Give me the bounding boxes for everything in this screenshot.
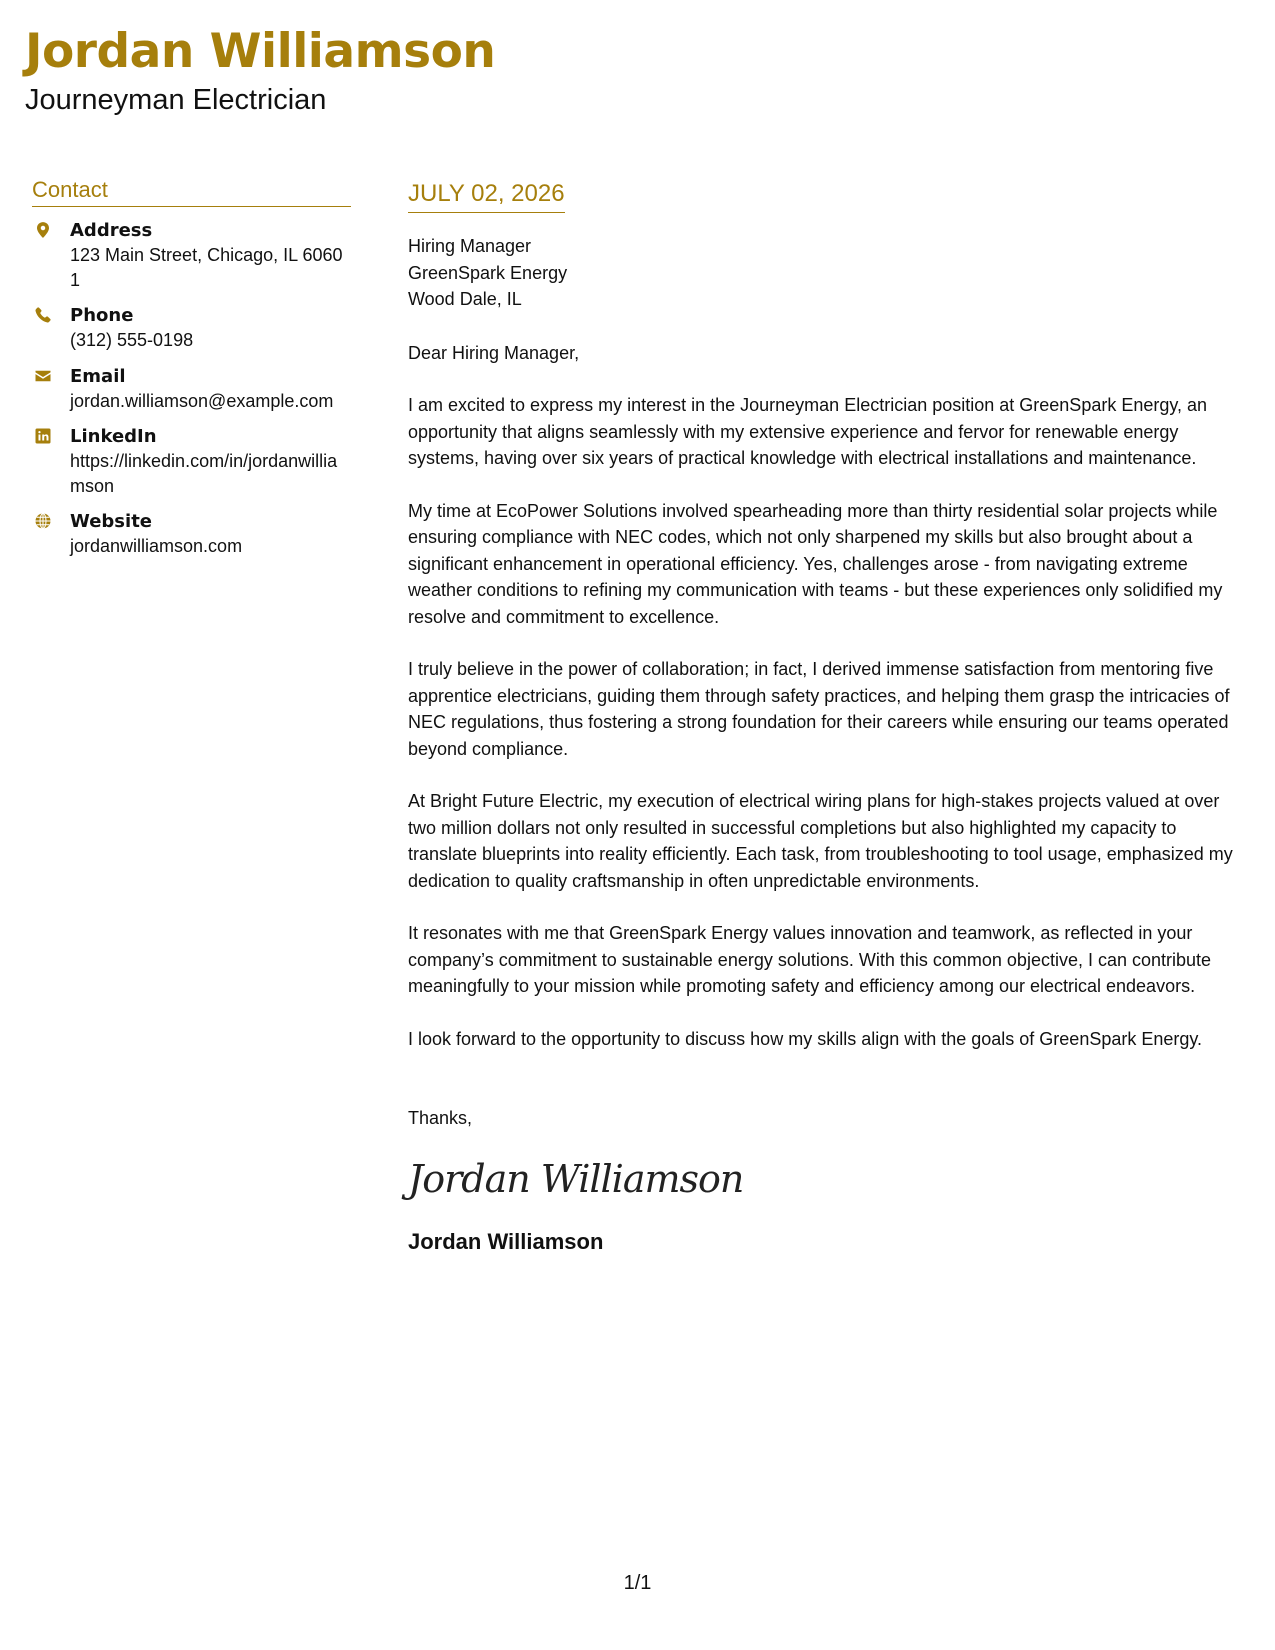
contact-item-phone	[32, 304, 351, 353]
website-value: jordanwilliamson.com	[70, 536, 243, 556]
contact-label: Address	[70, 220, 153, 241]
signer-name: Jordan Williamson	[408, 1228, 604, 1254]
linkedin-value: https://linkedin.com/in/jordanwilliamson	[70, 451, 338, 496]
recipient-company: GreenSpark Energy	[408, 262, 568, 283]
phone-value: (312) 555-0198	[70, 330, 194, 350]
letter-date: JULY 02, 2026	[408, 178, 565, 213]
contact-label: Email	[70, 365, 126, 387]
contact-label: Phone	[70, 305, 134, 326]
envelope-icon	[32, 365, 70, 414]
recipient-name: Hiring Manager	[408, 236, 532, 256]
paragraph: At Bright Future Electric, my execution of electrical wiring plans for high-stakes projects valued at over two million dollars not only resulted in successful completions but also highlighted my capacity to translate blueprints into reality efficiently. Each task, from troubleshooting to tool usage, emphasized my dedication to quality craftsmanship in often unpredictable environments.	[408, 791, 1233, 891]
phone-icon	[32, 304, 70, 353]
linkedin-icon	[32, 425, 70, 498]
handwritten-signature: Jordan Williamson	[408, 1156, 744, 1201]
letter-header	[25, 22, 495, 118]
letter-body	[408, 178, 1248, 1256]
applicant-name: Jordan Williamson	[25, 24, 496, 79]
applicant-title: Journeyman Electrician	[25, 84, 327, 116]
email-value: jordan.williamson@example.com	[70, 390, 334, 411]
recipient-block	[408, 233, 1248, 313]
recipient-location: Wood Dale, IL	[408, 289, 522, 309]
globe-icon	[32, 510, 70, 559]
salutation: Dear Hiring Manager,	[408, 342, 580, 363]
address-value: 123 Main Street, Chicago, IL 60601	[70, 245, 343, 290]
page-number: 1/1	[623, 1572, 652, 1594]
contact-item-website	[32, 510, 351, 559]
contact-item-address	[32, 219, 351, 292]
contact-item-linkedin	[32, 425, 351, 498]
contact-heading: Contact	[32, 176, 351, 207]
contact-label: Website	[70, 511, 153, 532]
contact-sidebar	[32, 176, 351, 571]
paragraph: I truly believe in the power of collaboration; in fact, I derived immense satisfaction from mentoring five apprentice electricians, guiding them through safety practices, and helping them grasp the intricacies of NEC regulations, thus fostering a strong foundation for their careers while ensuring our teams operated beyond compliance.	[408, 659, 1230, 759]
paragraph: My time at EcoPower Solutions involved spearheading more than thirty residential solar projects while ensuring compliance with NEC codes, which not only sharpened my skills but also brought about a significant enhancement in operational efficiency. Yes, challenges arose - from navigating extreme weather conditions to refining my communication with teams - but these experiences only solidified my resolve and commitment to excellence.	[408, 500, 1223, 627]
contact-label: LinkedIn	[70, 426, 157, 447]
paragraph: I am excited to express my interest in the Journeyman Electrician position at GreenSpark Energy, an opportunity that aligns seamlessly with my extensive experience and fervor for renewable energy systems, having over six years of practical knowledge with electrical installations and maintenance.	[408, 395, 1208, 468]
contact-item-email	[32, 365, 351, 414]
map-pin-icon	[32, 219, 70, 292]
paragraph: It resonates with me that GreenSpark Energy values innovation and teamwork, as reflected in your company’s commitment to sustainable energy solutions. With this common objective, I can contribute meaningfully to your mission while promoting safety and efficiency among our electrical endeavors.	[408, 923, 1212, 996]
closing: Thanks,	[408, 1108, 473, 1128]
paragraph: I look forward to the opportunity to discuss how my skills align with the goals of GreenSpark Energy.	[408, 1028, 1203, 1049]
